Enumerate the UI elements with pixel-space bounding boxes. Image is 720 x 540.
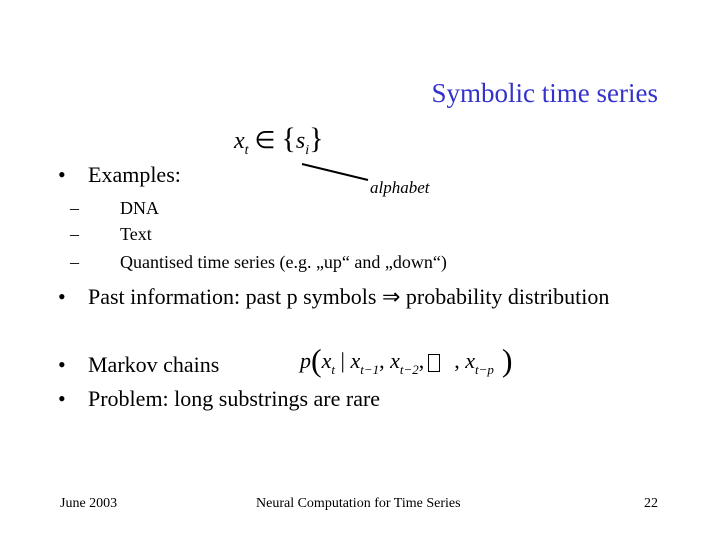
sub-bullet-quantised — [70, 252, 447, 273]
bullet-dot: • — [58, 386, 66, 411]
formula-xp: x — [465, 348, 476, 373]
formula-x1: x — [350, 348, 361, 373]
alphabet-pointer-line — [300, 162, 370, 182]
slide-title: Symbolic time series — [431, 78, 658, 108]
bullet-text: Past information: past p symbols ⇒ probability distribution — [88, 284, 610, 309]
sub-bullet-text: DNA — [120, 198, 159, 218]
sub-bullet-dash: – — [70, 252, 79, 272]
formula-paren-open: ( — [311, 342, 322, 378]
footer-page-number: 22 — [644, 496, 658, 511]
formula-i: i — [305, 143, 310, 158]
bullet-markov — [58, 352, 219, 378]
sub-bullet-text: Quantised time series (e.g. „up“ and „down“) — [120, 252, 447, 272]
formula-p: p — [300, 348, 311, 373]
bullet-text: Markov chains — [88, 352, 220, 377]
formula-sub-1: t−1 — [360, 362, 380, 377]
formula-bar: | — [340, 348, 345, 373]
footer-course: Neural Computation for Time Series — [256, 496, 461, 511]
bullet-problem — [58, 386, 380, 412]
formula-s: s — [295, 128, 306, 154]
sub-bullet-dash: – — [70, 198, 79, 218]
formula-xt: x — [321, 348, 332, 373]
alphabet-label: alphabet — [370, 178, 430, 197]
formula-x: x — [234, 128, 245, 154]
sub-bullet-text — [70, 224, 152, 245]
footer-date: June 2003 — [60, 496, 118, 511]
bullet-dot: • — [58, 352, 66, 377]
sub-bullet-dash: – — [70, 224, 79, 244]
sub-bullet-text: Text — [120, 224, 152, 244]
formula-element-of: ∈ — [254, 128, 276, 154]
formula-sub-t: t — [331, 362, 336, 377]
formula-brace-close: } — [309, 122, 324, 155]
markov-formula: $p(x_t$ | $x_{t-1}$, $x_{t-2}$, , $x_{t-p}$ ) — [300, 342, 513, 378]
formula-brace-open: { — [281, 122, 296, 155]
symbol-set-formula — [234, 122, 324, 159]
bullet-text: Examples: — [88, 162, 181, 187]
bullet-dot: • — [58, 162, 66, 187]
sub-bullet-dna — [70, 198, 159, 219]
formula-sub-2: t−2 — [399, 362, 419, 377]
bullet-dot: • — [58, 284, 66, 309]
bullet-examples — [58, 162, 181, 188]
bullet-text: Problem: long substrings are rare — [88, 386, 381, 411]
formula-ellipsis-placeholder — [428, 354, 440, 372]
bullet-past-information — [58, 284, 609, 310]
formula-paren-close: ) — [501, 342, 513, 378]
formula-t: t — [244, 143, 249, 158]
formula-x2: x — [390, 348, 400, 373]
formula-sub-p: t−p — [475, 362, 494, 377]
